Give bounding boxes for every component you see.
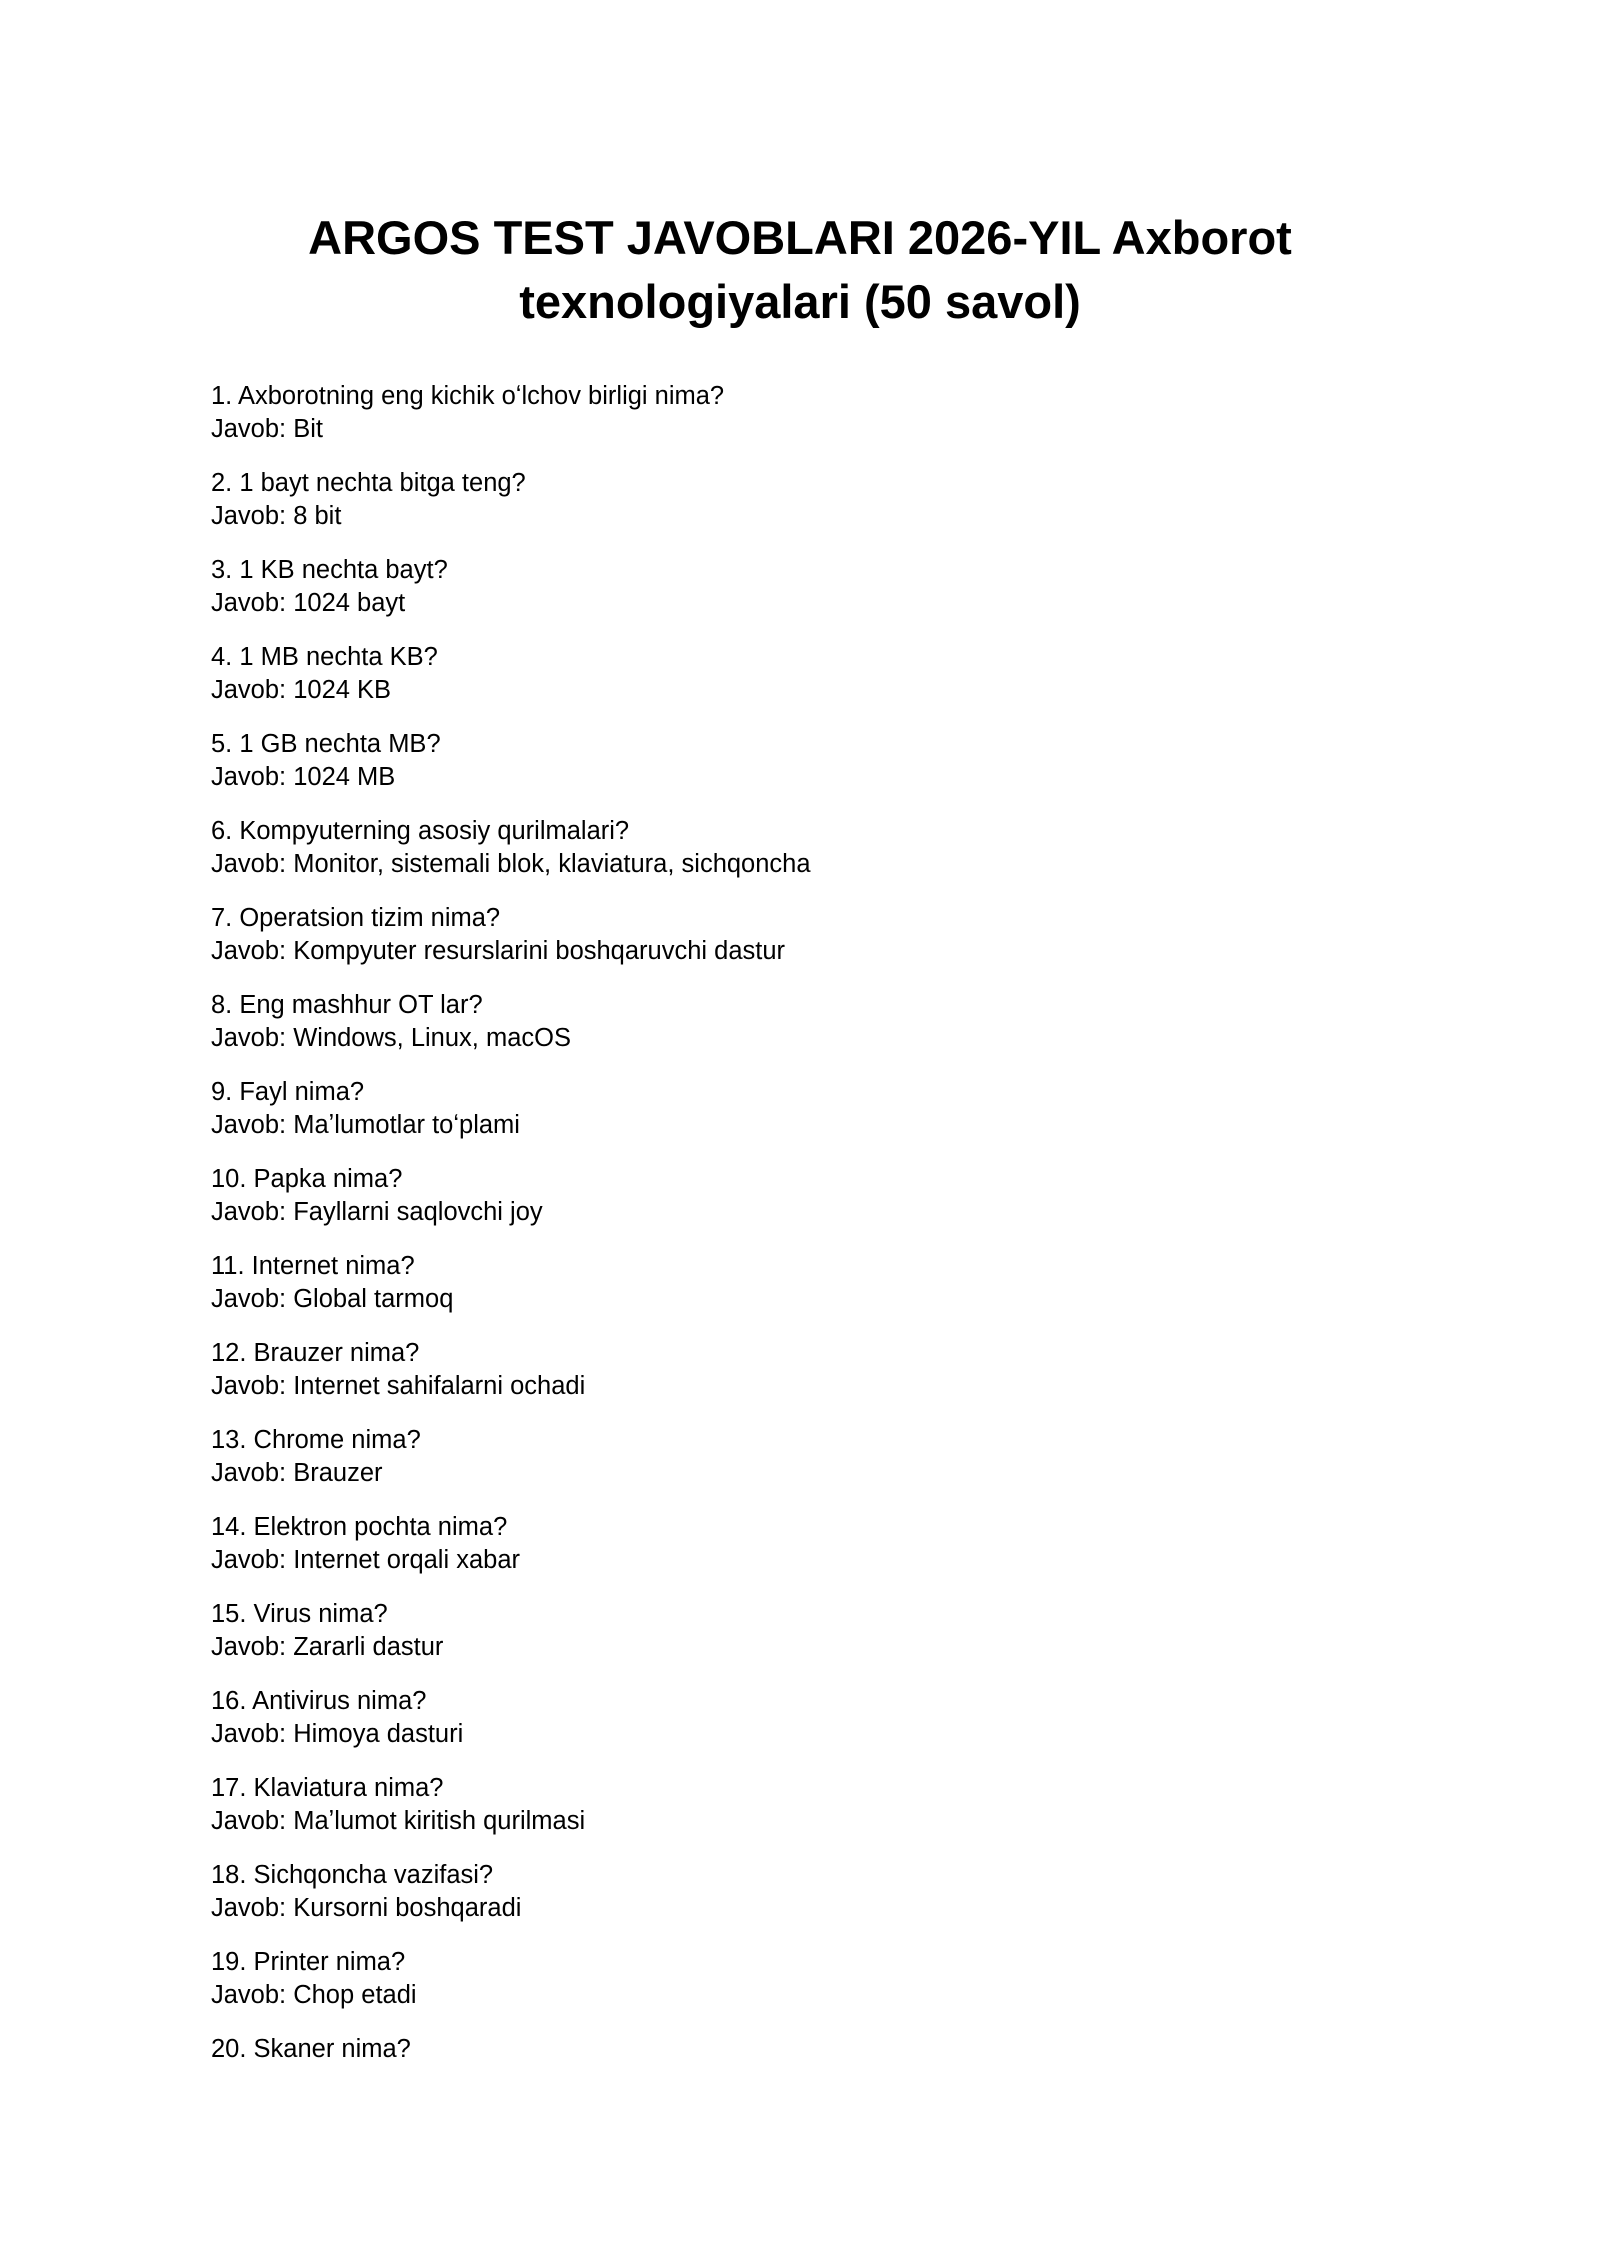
question-text: 3. 1 KB nechta bayt? <box>211 556 448 584</box>
question-text: 12. Brauzer nima? <box>211 1339 420 1367</box>
answer-text: Javob: Maʼlumot kiritish qurilmasi <box>211 1807 586 1835</box>
answer-text: Javob: Global tarmoq <box>211 1285 454 1313</box>
answer-text: Javob: Chop etadi <box>211 1981 417 2009</box>
list-item <box>211 728 1411 794</box>
list-item <box>211 467 1411 533</box>
question-text: 1. Axborotning eng kichik oʻlchov birligi nima? <box>211 382 725 410</box>
answer-text: Javob: Windows, Linux, macOS <box>211 1024 571 1052</box>
answer-text: Javob: Monitor, sistemali blok, klaviatura, sichqoncha <box>211 850 811 878</box>
answer-text: Javob: 8 bit <box>211 502 342 530</box>
answer-text: Javob: Internet sahifalarni ochadi <box>211 1372 586 1400</box>
question-text: 5. 1 GB nechta MB? <box>211 730 441 758</box>
title-line-2: texnologiyalari (50 savol) <box>519 275 1081 328</box>
answer-text: Javob: 1024 KB <box>211 676 392 704</box>
answer-text: Javob: Kursorni boshqaradi <box>211 1894 522 1922</box>
list-item <box>211 815 1411 881</box>
question-text: 15. Virus nima? <box>211 1600 388 1628</box>
answer-text: Javob: Internet orqali xabar <box>211 1546 521 1574</box>
question-text: 17. Klaviatura nima? <box>211 1774 444 1802</box>
question-text: 16. Antivirus nima? <box>211 1687 427 1715</box>
question-text: 10. Papka nima? <box>211 1165 403 1193</box>
document-title <box>200 206 1400 334</box>
answer-text: Javob: Himoya dasturi <box>211 1720 464 1748</box>
list-item <box>211 1163 1411 1229</box>
list-item <box>211 2033 1411 2066</box>
question-text: 18. Sichqoncha vazifasi? <box>211 1861 494 1889</box>
list-item <box>211 1511 1411 1577</box>
question-text: 19. Printer nima? <box>211 1948 406 1976</box>
question-text: 6. Kompyuterning asosiy qurilmalari? <box>211 817 630 845</box>
list-item <box>211 1337 1411 1403</box>
question-text: 9. Fayl nima? <box>211 1078 365 1106</box>
list-item <box>211 1424 1411 1490</box>
question-text: 14. Elektron pochta nima? <box>211 1513 508 1541</box>
answer-text: Javob: 1024 bayt <box>211 589 406 617</box>
answer-text: Javob: Zararli dastur <box>211 1633 444 1661</box>
list-item <box>211 1685 1411 1751</box>
question-text: 2. 1 bayt nechta bitga teng? <box>211 469 526 497</box>
question-text: 7. Operatsion tizim nima? <box>211 904 501 932</box>
answer-text: Javob: Bit <box>211 415 323 443</box>
list-item <box>211 1946 1411 2012</box>
answer-text: Javob: 1024 MB <box>211 763 396 791</box>
list-item <box>211 1772 1411 1838</box>
list-item <box>211 380 1411 446</box>
question-text: 20. Skaner nima? <box>211 2035 411 2063</box>
title-line-1: ARGOS TEST JAVOBLARI 2026-YIL Axborot <box>308 211 1292 264</box>
question-text: 13. Chrome nima? <box>211 1426 421 1454</box>
list-item <box>211 902 1411 968</box>
answer-text: Javob: Brauzer <box>211 1459 383 1487</box>
question-text: 4. 1 MB nechta KB? <box>211 643 438 671</box>
list-item <box>211 641 1411 707</box>
list-item <box>211 1859 1411 1925</box>
question-list <box>211 380 1411 2087</box>
list-item <box>211 1076 1411 1142</box>
list-item <box>211 989 1411 1055</box>
answer-text: Javob: Kompyuter resurslarini boshqaruvchi dastur <box>211 937 786 965</box>
answer-text: Javob: Fayllarni saqlovchi joy <box>211 1198 543 1226</box>
question-text: 11. Internet nima? <box>211 1252 415 1280</box>
list-item <box>211 1250 1411 1316</box>
question-text: 8. Eng mashhur OT lar? <box>211 991 483 1019</box>
list-item <box>211 1598 1411 1664</box>
answer-text: Javob: Maʼlumotlar toʻplami <box>211 1111 520 1139</box>
list-item <box>211 554 1411 620</box>
